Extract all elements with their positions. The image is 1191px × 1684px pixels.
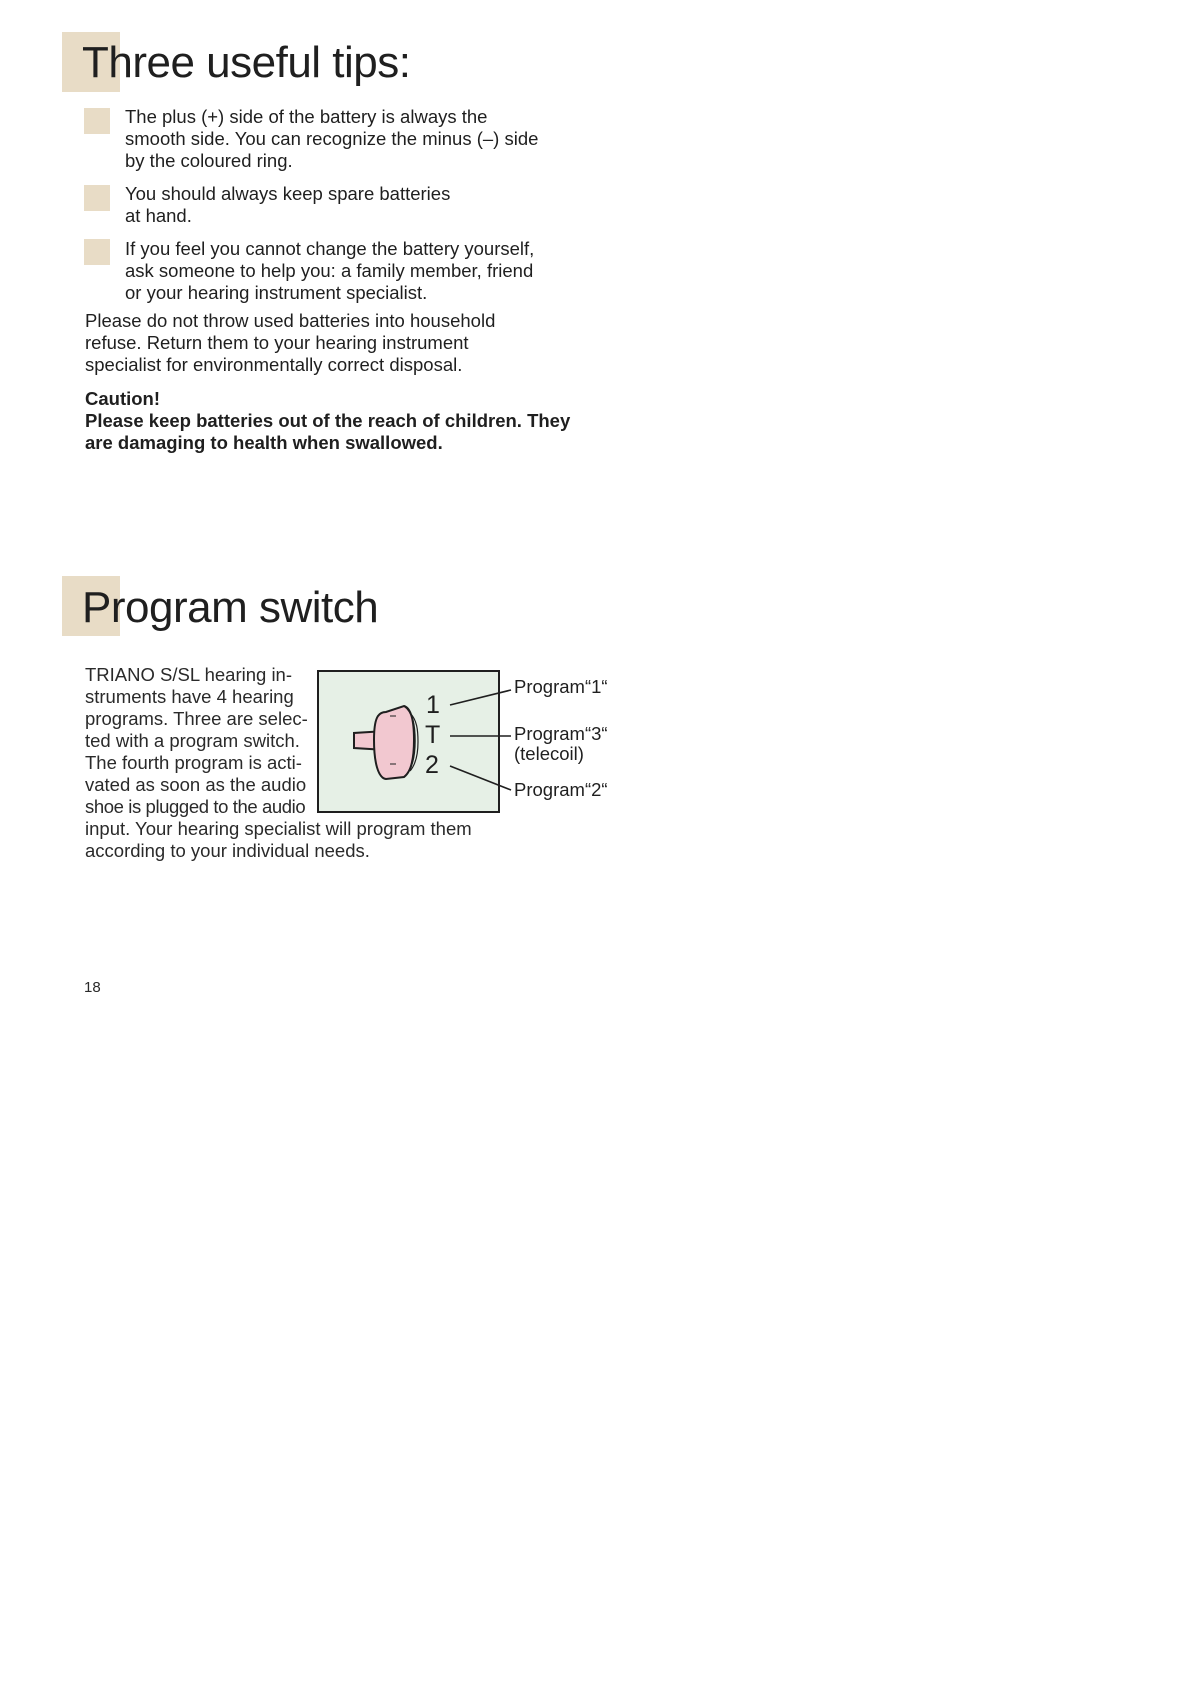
tip-2-line: You should always keep spare batteries xyxy=(125,183,451,204)
callout-line-2 xyxy=(450,766,511,790)
program-description-line: according to your individual needs. xyxy=(85,840,370,861)
page-number: 18 xyxy=(84,979,101,996)
program-description-line: The fourth program is acti- xyxy=(85,752,302,773)
caution-title: Caution! xyxy=(85,388,161,409)
program-description-line: programs. Three are selec- xyxy=(85,708,308,729)
disposal-line: Please do not throw used batteries into household xyxy=(85,310,496,331)
tip-2-line: at hand. xyxy=(125,205,192,226)
callout-telecoil-label: (telecoil) xyxy=(514,743,584,764)
switch-position-t: T xyxy=(425,721,441,749)
tips-title: Three useful tips: xyxy=(82,38,411,87)
callout-program-1: Program“1“ xyxy=(514,676,608,697)
program-description-line: struments have 4 hearing xyxy=(85,686,294,707)
switch-position-2: 2 xyxy=(425,751,439,779)
disposal-line: refuse. Return them to your hearing instrument xyxy=(85,332,469,353)
program-description-line: vated as soon as the audio xyxy=(85,774,307,795)
program-description-line: ted with a program switch. xyxy=(85,730,300,751)
tip-3-line: or your hearing instrument specialist. xyxy=(125,282,428,303)
program-description-line: shoe is plugged to the audio xyxy=(85,796,306,817)
disposal-line: specialist for environmentally correct disposal. xyxy=(85,354,463,375)
switch-position-1: 1 xyxy=(426,691,440,719)
callout-program-3 xyxy=(514,724,608,764)
program-description-line: TRIANO S/SL hearing in- xyxy=(85,664,293,685)
tip-3-line: ask someone to help you: a family member, friend xyxy=(125,260,534,281)
tip-1-line: by the coloured ring. xyxy=(125,150,293,171)
callout-program-2: Program“2“ xyxy=(514,779,608,800)
program-description-line: input. Your hearing specialist will program them xyxy=(85,818,472,839)
callout-line-1 xyxy=(450,690,511,705)
program-switch-knob-icon xyxy=(354,706,418,779)
program-switch-title: Program switch xyxy=(82,583,379,632)
caution-line: are damaging to health when swallowed. xyxy=(85,432,443,453)
tip-3-line: If you feel you cannot change the battery yourself, xyxy=(125,238,535,259)
tip-1-line: smooth side. You can recognize the minus (–) side xyxy=(125,128,539,149)
callout-program-3-label: Program“3“ xyxy=(514,723,608,744)
tip-1-line: The plus (+) side of the battery is always the xyxy=(125,106,488,127)
caution-line: Please keep batteries out of the reach of children. They xyxy=(85,410,571,431)
